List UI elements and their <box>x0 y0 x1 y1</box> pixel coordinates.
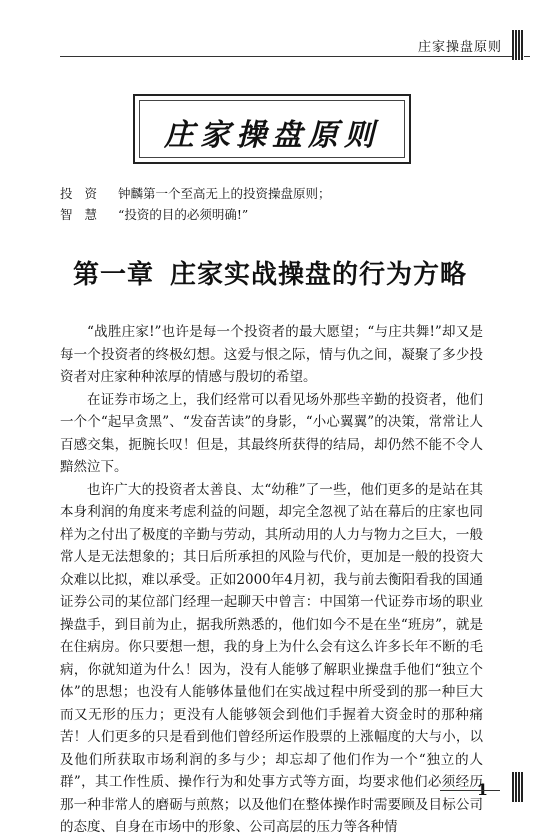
chapter-title: 庄家实战操盘的行为方略 <box>170 260 468 290</box>
chapter-heading <box>60 254 480 291</box>
paragraph: “战胜庄家!”也许是每一个投资者的最大愿望；“与庄共舞!”却又是每一个投资者的终极幻想。这爱与恨之际，情与仇之间，凝聚了多少投资者对庄家种种浓厚的情感与殷切的希望。 <box>60 324 483 385</box>
epigraph <box>60 183 480 225</box>
epigraph-text: 钟麟第一个至高无上的投资操盘原则； <box>118 186 331 201</box>
body-text <box>60 321 483 839</box>
part-title: 庄家操盘原则 <box>164 118 380 153</box>
epigraph-label: 智慧 <box>60 207 110 222</box>
chapter-number: 第一章 <box>72 260 154 290</box>
header-rule <box>60 56 530 57</box>
epigraph-row <box>60 204 480 225</box>
thumb-tab-marker <box>512 30 524 60</box>
epigraph-row <box>60 183 480 204</box>
part-title-box <box>133 94 411 164</box>
thumb-tab-marker-bottom <box>512 772 524 802</box>
footer-rule <box>440 790 500 791</box>
epigraph-label: 投资 <box>60 186 110 201</box>
epigraph-text: “投资的目的必须明确!” <box>118 207 249 222</box>
paragraph: 也许广大的投资者太善良、太“幼稚”了一些，他们更多的是站在其本身利润的角度来考虑利益的问题，却完全忽视了站在幕后的庄家也同样为之付出了极度的辛勤与劳动，其所动用的人力与物力之巨大，一般常人是无法想象的；其日后所承担的风险与代价，更加是一般的投资大众难以比拟，难以承受。正如2000年4月初，我与前去衡阳看我的国通证券公司的某位部门经理一起聊天中曾言：中国第一代证券市场的职业操盘手，到目前为止，据我所熟悉的，他们如今不是在坐“班房”，就是在住病房。你只要想一想，我的身上为什么会有这么许多长年不断的毛病，你就知道为什么！因为，没有人能够了解职业操盘手他们“独立个体”的思想；也没有人能够体量他们在实战过程中所受到的那一种巨大而又无形的压力；更没有人能够领会到他们手握着大资金时的那种痛苦！人们更多的只是看到他们曾经所运作股票的上涨幅度的大与小，以及他们所获取市场利润的多与少；却忘却了他们作为一个“独立的人群”，其工作性质、操作行为和处事方式等方面，均要求他们必须经历那一种非常人的磨砺与煎熬；以及他们在整体操作时需要顾及目标公司的态度、自身在市场中的形象、公司高层的压力等各种情 <box>60 481 483 835</box>
running-header <box>0 0 540 60</box>
running-header-title: 庄家操盘原则 <box>417 40 502 55</box>
paragraph: 在证券市场之上，我们经常可以看见场外那些辛勤的投资者，他们一个个“起早贪黑”、“发奋苦读”的身影，“小心翼翼”的决策，常常让人百感交集，扼腕长叹！但是，其最终所获得的结局，却仍然不能不令人黯然泣下。 <box>60 391 483 475</box>
